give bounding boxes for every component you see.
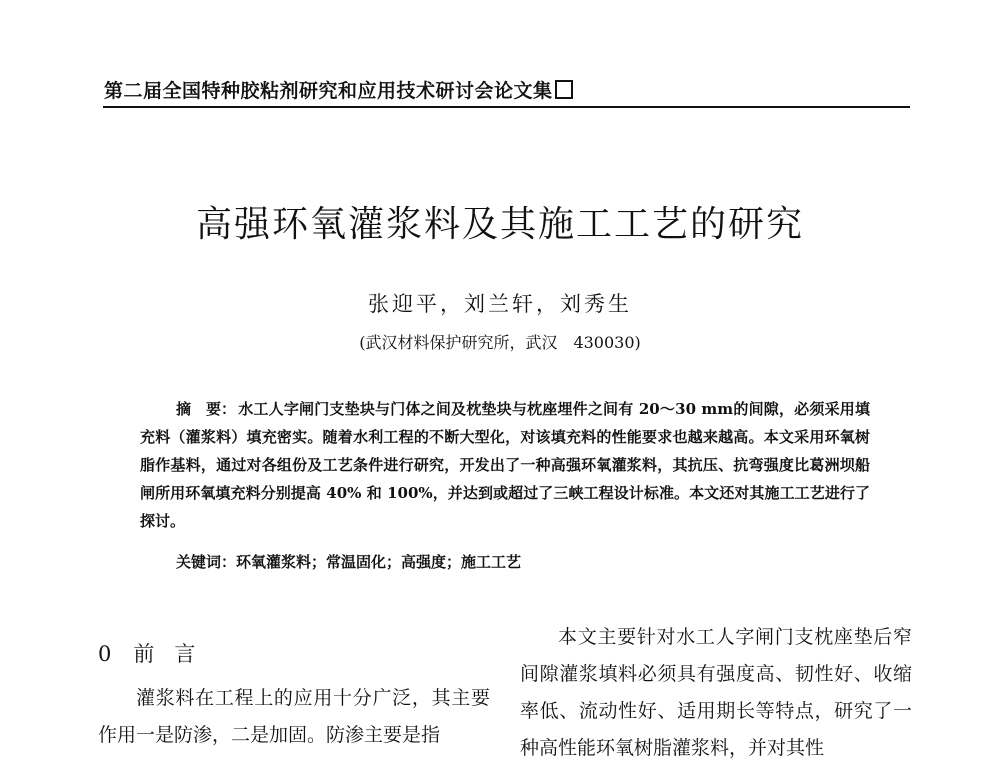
section-title-char-2: 言 (174, 642, 196, 666)
left-column-paragraph: 灌浆料在工程上的应用十分广泛，其主要作用一是防渗，二是加固。防渗主要是指 (98, 687, 490, 746)
section-title-char-1: 前 (133, 642, 155, 666)
keywords (176, 551, 521, 572)
square-box-icon (555, 80, 573, 99)
right-column-paragraph: 本文主要针对水工人字闸门支枕座垫后窄间隙灌浆填料必须具有强度高、韧性好、收缩率低、流动性好、适用期长等特点，研究了一种高性能环氧树脂灌浆料，并对其性 (520, 626, 912, 759)
running-head-text: 第二届全国特种胶粘剂研究和应用技术研讨会论文集 (104, 80, 553, 102)
running-head (104, 76, 573, 103)
keywords-text: 环氧灌浆料；常温固化；高强度；施工工艺 (236, 553, 522, 571)
authors: 张迎平，刘兰轩，刘秀生 (368, 292, 632, 316)
section-number: 0 (98, 642, 112, 666)
abstract-label: 摘 要： (176, 400, 237, 418)
keywords-label: 关键词： (176, 553, 237, 571)
affiliation: (武汉材料保护研究所，武汉 430030) (359, 333, 641, 352)
paper-title: 高强环氧灌浆料及其施工工艺的研究 (195, 204, 804, 245)
header-rule (103, 106, 910, 108)
abstract (140, 395, 870, 535)
section-heading (98, 638, 195, 668)
abstract-text: 水工人字闸门支垫块与门体之间及枕垫块与枕座埋件之间有 20～30 mm的间隙，必须采用填充料（灌浆料）填充密实。随着水利工程的不断大型化，对该填充料的性能要求也越来越高。本文采用环氧树脂作基料，通过对各组份及工艺条件进行研究，开发出了一种高强环氧灌浆料，其抗压、抗弯强度比葛洲坝船闸所用环氧填充料分别提高 40% 和 100%，并达到或超过了三峡工程设计标准。本文还对其施工工艺进行了探讨。 (140, 400, 870, 530)
